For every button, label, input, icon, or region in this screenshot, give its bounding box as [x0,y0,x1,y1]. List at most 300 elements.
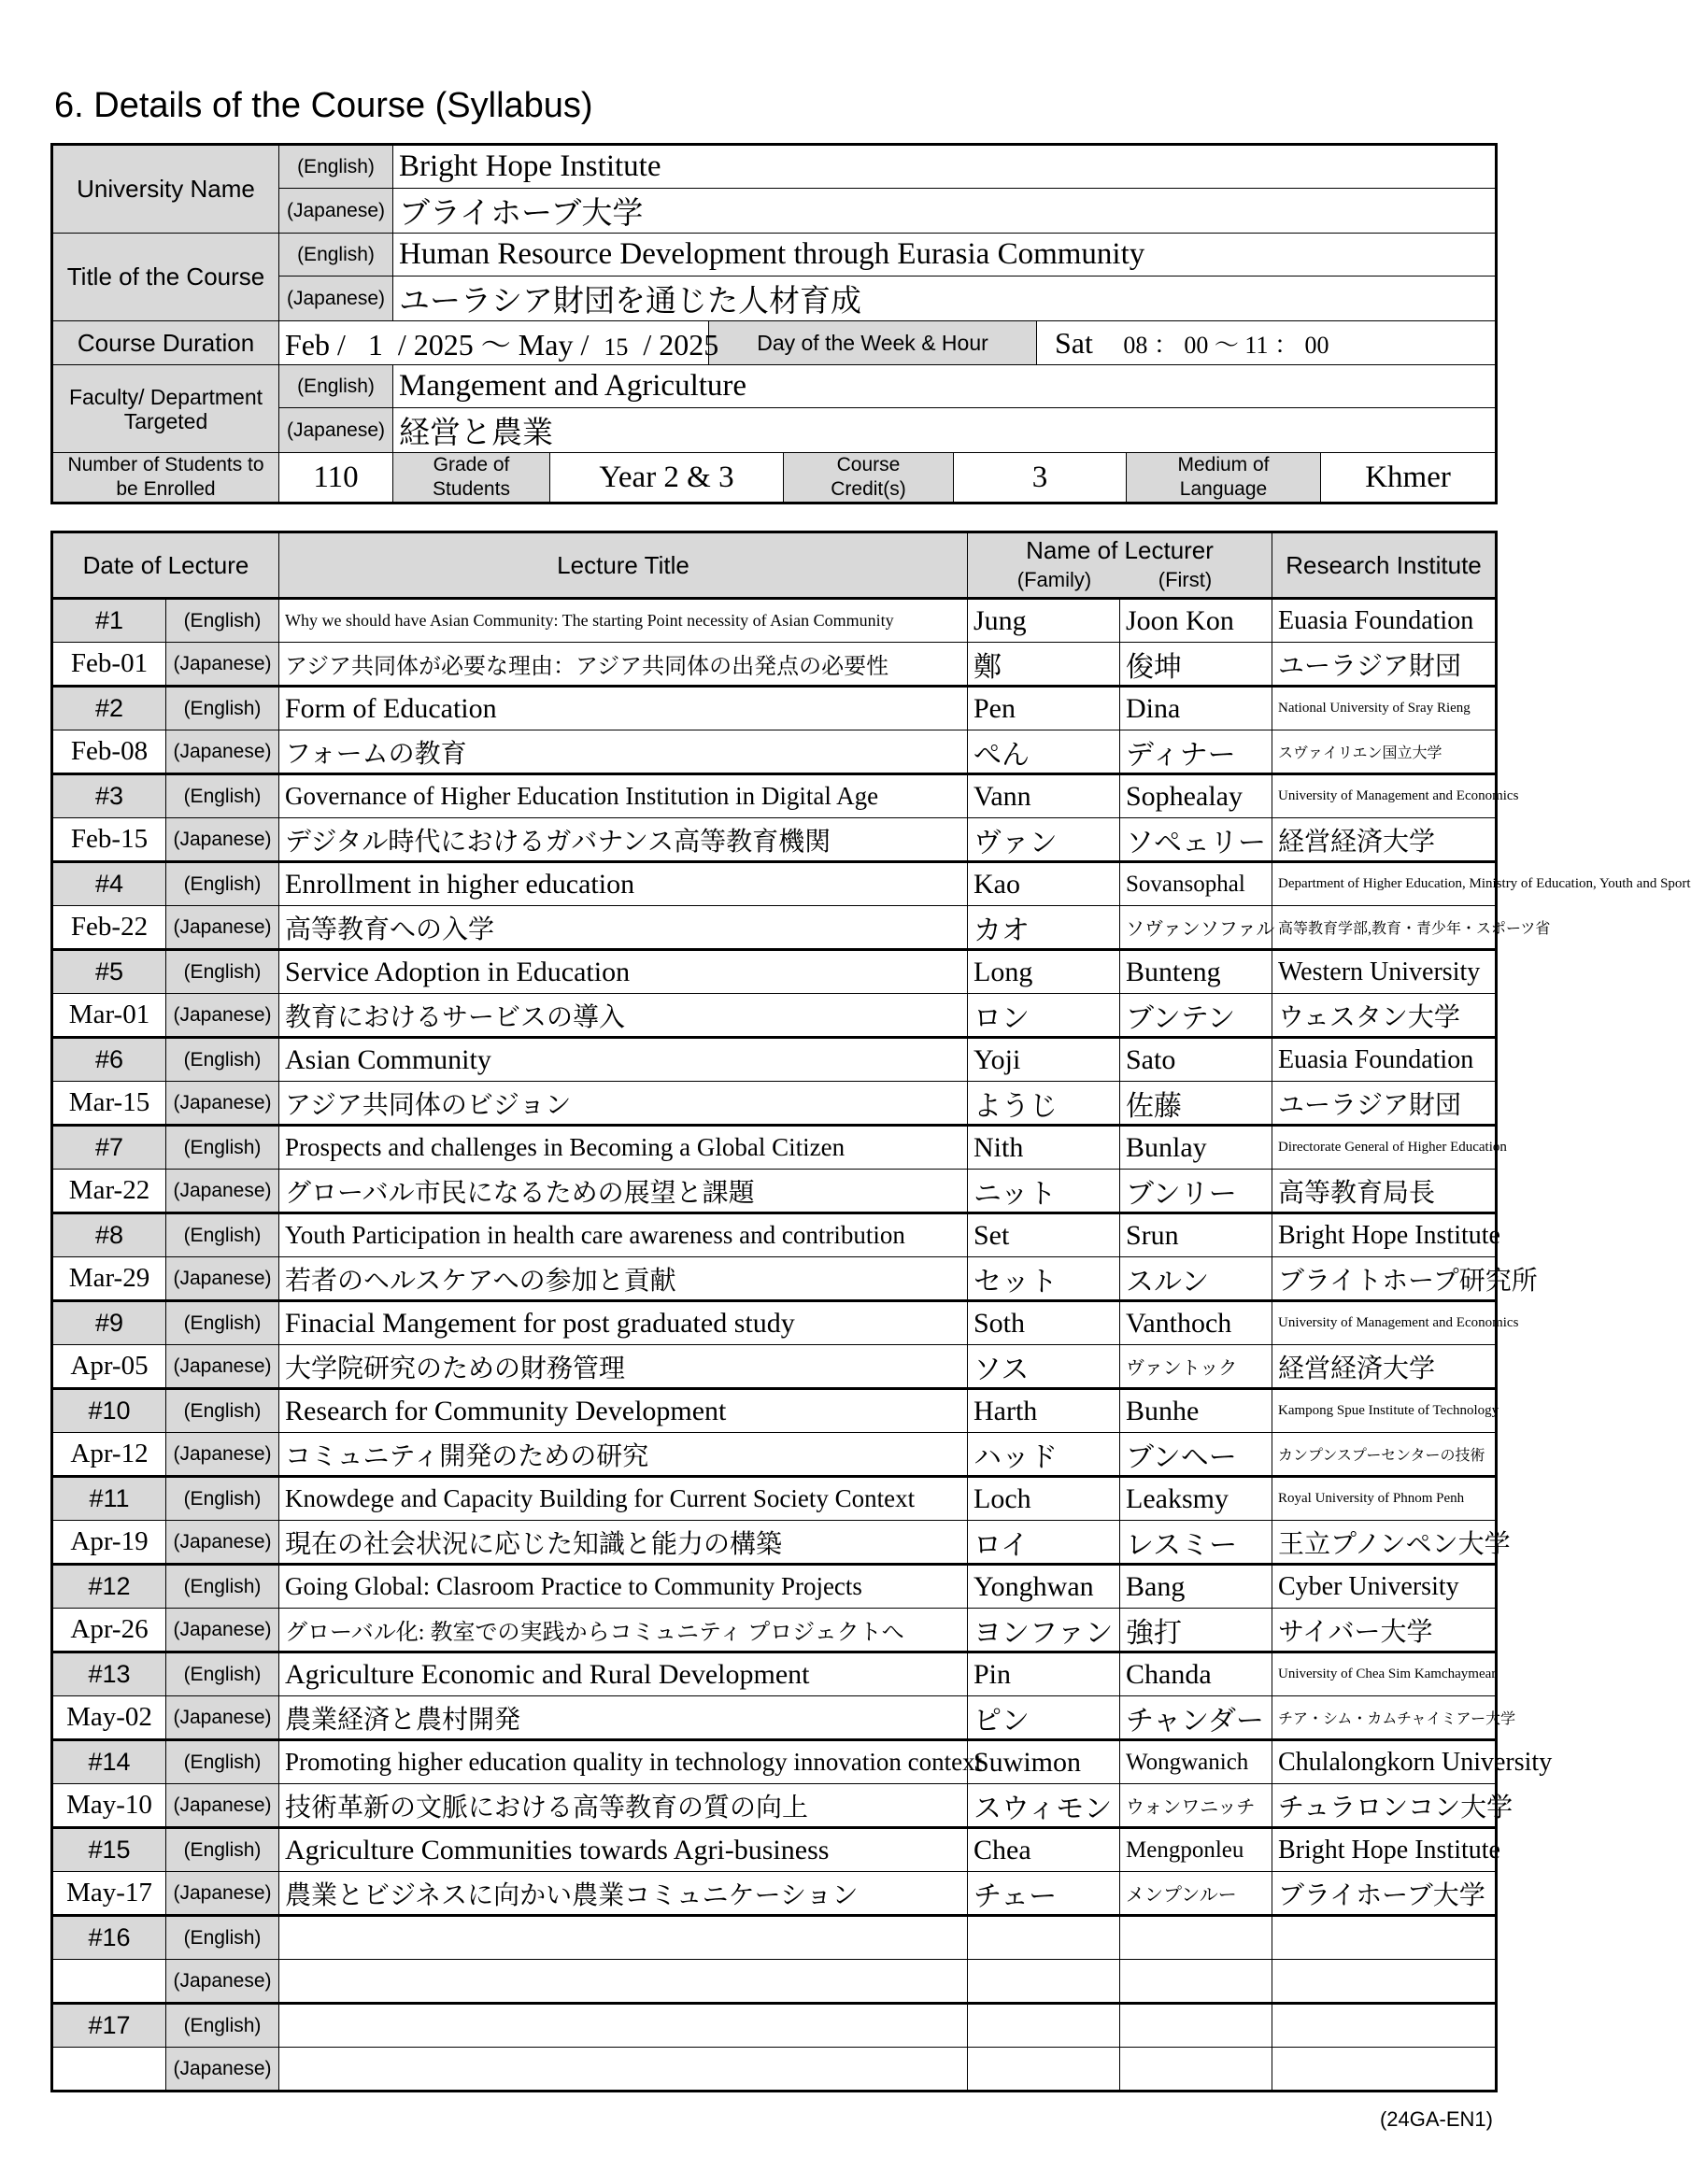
english-tag: (English) [166,1477,279,1521]
lecture-row-english [52,1477,1497,1521]
research-institute-japanese: 王立プノンペン大学 [1272,1521,1497,1565]
lecture-title-japanese: 高等教育への入学 [279,906,968,950]
english-tag: (English) [279,365,393,408]
lecture-date: Feb-15 [52,818,166,862]
lecture-row-english [52,1126,1497,1170]
lecture-title-japanese: 農業とビジネスに向かい農業コミュニケーション [279,1872,968,1916]
lecture-date [52,2048,166,2092]
lecturer-name-header [968,532,1272,599]
lecture-title-japanese: アジア共同体が必要な理由：アジア共同体の出発点の必要性 [279,643,968,687]
university-name-label: University Name [52,145,279,234]
lecture-number: #14 [52,1740,166,1784]
lecture-date: May-02 [52,1696,166,1740]
lecturer-family-name-english: Loch [968,1477,1120,1521]
end-minute: 00 [1304,331,1329,359]
research-institute-japanese [1272,1960,1497,2004]
lecture-title-english: Enrollment in higher education [279,862,968,906]
research-institute-header: Research Institute [1272,532,1497,599]
lecturer-first-name-japanese: ヴァントック [1120,1345,1272,1389]
english-tag: (English) [166,687,279,730]
lecture-number: #8 [52,1213,166,1257]
lecturer-first-name-japanese: 佐藤 [1120,1082,1272,1126]
lecture-title-japanese: 教育におけるサービスの導入 [279,994,968,1038]
university-name-english: Bright Hope Institute [393,145,1497,189]
lecturer-first-name-japanese: レスミー [1120,1521,1272,1565]
lecturer-family-name-japanese: ぺん [968,730,1120,774]
language-value: Khmer [1321,453,1497,503]
start-hour: 08 [1123,331,1148,359]
english-tag: (English) [166,1652,279,1696]
lecture-number: #7 [52,1126,166,1170]
lecture-title-english: Prospects and challenges in Becoming a Global Citizen [279,1126,968,1170]
grade-label-line2: Students [433,478,510,500]
students-enrolled-value: 110 [279,453,393,503]
lecturer-family-name-japanese: ロイ [968,1521,1120,1565]
lecturer-family-name-japanese [968,2048,1120,2092]
lecture-date: Mar-22 [52,1170,166,1213]
english-tag: (English) [166,1301,279,1345]
japanese-tag: (Japanese) [279,277,393,321]
research-institute-english: Bright Hope Institute [1272,1828,1497,1872]
lecturer-family-name-english [968,1916,1120,1960]
lecturer-first-name-english [1120,1916,1272,1960]
lecturer-first-name-japanese: ブンテン [1120,994,1272,1038]
lecturer-first-name-japanese: ウォンワニッチ [1120,1784,1272,1828]
lecture-row-japanese [52,1960,1497,2004]
english-tag: (English) [166,599,279,643]
research-institute-english: Chulalongkorn University [1272,1740,1497,1784]
lecture-date: Apr-26 [52,1609,166,1652]
lecture-row-japanese [52,818,1497,862]
japanese-tag: (Japanese) [166,994,279,1038]
lecturer-first-name-japanese: メンプンルー [1120,1872,1272,1916]
research-institute-japanese: ユーラジア財団 [1272,1082,1497,1126]
lecturer-family-name-english: Set [968,1213,1120,1257]
lecture-row-english [52,950,1497,994]
end-year: 2025 [659,328,719,362]
lecture-date: Feb-22 [52,906,166,950]
course-duration-value [279,321,719,365]
date-of-lecture-header: Date of Lecture [52,532,279,599]
lecture-row-english [52,599,1497,643]
lecture-row-japanese [52,730,1497,774]
slash: / [397,328,406,362]
lecture-number: #13 [52,1652,166,1696]
course-title-english: Human Resource Development through Eurasia Community [393,234,1497,277]
lecture-number: #9 [52,1301,166,1345]
research-institute-english: Royal University of Phnom Penh [1272,1477,1497,1521]
end-hour: 11 [1244,331,1269,359]
course-title-label: Title of the Course [52,234,279,321]
lecture-row-english [52,1389,1497,1433]
research-institute-english: Euasia Foundation [1272,1038,1497,1082]
tilde: ～ [480,328,511,362]
lecturer-first-name-japanese: ディナー [1120,730,1272,774]
lecture-number: #16 [52,1916,166,1960]
lecturer-family-name-english: Nith [968,1126,1120,1170]
lecture-title-japanese: アジア共同体のビジョン [279,1082,968,1126]
start-year: 2025 [413,328,474,362]
lecture-row-english [52,1565,1497,1609]
day-hour-label: Day of the Week & Hour [709,321,1037,365]
lecturer-first-name-english: Bang [1120,1565,1272,1609]
japanese-tag: (Japanese) [166,906,279,950]
tilde: ～ [1214,331,1239,359]
japanese-tag: (Japanese) [166,1345,279,1389]
research-institute-english: Cyber University [1272,1565,1497,1609]
japanese-tag: (Japanese) [166,730,279,774]
students-label-line2: be Enrolled [116,478,216,500]
lecture-title-english: Finacial Mangement for post graduated study [279,1301,968,1345]
lecture-title-english: Form of Education [279,687,968,730]
lecture-date: Apr-05 [52,1345,166,1389]
research-institute-japanese: 経営経済大学 [1272,1345,1497,1389]
grade-label-line1: Grade of [433,454,510,475]
research-institute-english: Directorate General of Higher Education [1272,1126,1497,1170]
lecture-number: #15 [52,1828,166,1872]
lecturer-first-name-english: Vanthoch [1120,1301,1272,1345]
lecture-row-japanese [52,1696,1497,1740]
lecturer-first-name-japanese: ソペェリー [1120,818,1272,862]
lecturer-family-name-japanese: ようじ [968,1082,1120,1126]
japanese-tag: (Japanese) [279,189,393,234]
lecturer-first-name-japanese: 強打 [1120,1609,1272,1652]
slash: / [643,328,652,362]
english-tag: (English) [166,1213,279,1257]
lecture-row-japanese [52,1170,1497,1213]
lecture-title-japanese: フォームの教育 [279,730,968,774]
lecture-date: Mar-01 [52,994,166,1038]
lecture-row-japanese [52,2048,1497,2092]
grade-value: Year 2 & 3 [550,453,784,503]
lecture-title-english: Research for Community Development [279,1389,968,1433]
lecture-row-japanese [52,643,1497,687]
research-institute-japanese: ユーラジア財団 [1272,643,1497,687]
lecturer-first-name-english: Bunhe [1120,1389,1272,1433]
research-institute-japanese: 高等教育局長 [1272,1170,1497,1213]
lecture-title-japanese: グローバル市民になるための展望と課題 [279,1170,968,1213]
lecturer-family-name-japanese: ニット [968,1170,1120,1213]
english-tag: (English) [166,1740,279,1784]
language-label [1127,453,1321,503]
lecture-date: Feb-01 [52,643,166,687]
lecturer-family-name-japanese: ピン [968,1696,1120,1740]
lecture-title-english [279,1916,968,1960]
lecture-title-japanese: デジタル時代におけるガバナンス高等教育機関 [279,818,968,862]
lecture-title-japanese [279,1960,968,2004]
japanese-tag: (Japanese) [166,1609,279,1652]
english-tag: (English) [279,234,393,277]
lecture-date: May-17 [52,1872,166,1916]
slash: / [580,328,590,362]
japanese-tag: (Japanese) [166,643,279,687]
english-tag: (English) [166,862,279,906]
lecturer-first-name-english: Sovansophal [1120,862,1272,906]
english-tag: (English) [166,2004,279,2048]
lecture-date: Mar-29 [52,1257,166,1301]
lecturer-family-name-japanese: 鄭 [968,643,1120,687]
research-institute-english: Kampong Spue Institute of Technology [1272,1389,1497,1433]
lecturer-family-name-english: Soth [968,1301,1120,1345]
lecturer-family-name-english: Pen [968,687,1120,730]
page-title: 6. Details of the Course (Syllabus) [54,86,593,125]
lecturer-first-name-english: Srun [1120,1213,1272,1257]
lecturer-first-name-japanese: 俊坤 [1120,643,1272,687]
lecture-date [52,1960,166,2004]
lecture-schedule-table [50,531,1691,2092]
lecture-row-english [52,862,1497,906]
lecture-row-japanese [52,1433,1497,1477]
lecture-title-english [279,2004,968,2048]
lecturer-first-name-english: Chanda [1120,1652,1272,1696]
lecturer-family-name-english: Pin [968,1652,1120,1696]
lecturer-family-name-japanese: ヨンファン [968,1609,1120,1652]
lecturer-family-name-english: Vann [968,774,1120,818]
english-tag: (English) [279,145,393,189]
japanese-tag: (Japanese) [166,1872,279,1916]
students-enrolled-label [52,453,279,503]
research-institute-english: University of Management and Economics [1272,774,1497,818]
lecturer-family-name-japanese: カオ [968,906,1120,950]
faculty-label-line1: Faculty/ Department [68,384,263,409]
lecture-date: May-10 [52,1784,166,1828]
lecture-number: #2 [52,687,166,730]
lecture-row-japanese [52,1872,1497,1916]
research-institute-japanese: ブライホーブ大学 [1272,1872,1497,1916]
first-name-label: (First) [1158,568,1213,591]
research-institute-japanese: チュラロンコン大学 [1272,1784,1497,1828]
research-institute-english: University of Management and Economics [1272,1301,1497,1345]
lecture-date: Apr-19 [52,1521,166,1565]
english-tag: (English) [166,1828,279,1872]
lecture-title-header: Lecture Title [279,532,968,599]
faculty-label-line2: Targeted [123,408,208,433]
language-label-line2: Language [1179,478,1268,500]
lecturer-first-name-japanese: ブンヘー [1120,1433,1272,1477]
credit-value: 3 [954,453,1127,503]
english-tag: (English) [166,774,279,818]
lecture-row-english [52,1301,1497,1345]
research-institute-english: Department of Higher Education, Ministry of Education, Youth and Sport [1272,862,1497,906]
lecture-row-japanese [52,1521,1497,1565]
lecturer-first-name-english: Bunlay [1120,1126,1272,1170]
japanese-tag: (Japanese) [166,1257,279,1301]
lecture-row-english [52,1916,1497,1960]
lecture-title-english: Service Adoption in Education [279,950,968,994]
english-tag: (English) [166,1565,279,1609]
lecture-date: Apr-12 [52,1433,166,1477]
lecture-number: #17 [52,2004,166,2048]
lecture-row-japanese [52,1257,1497,1301]
lecturer-family-name-japanese: ソス [968,1345,1120,1389]
japanese-tag: (Japanese) [166,1521,279,1565]
research-institute-english [1272,2004,1497,2048]
lecturer-family-name-japanese [968,1960,1120,2004]
lecture-row-english [52,1828,1497,1872]
lecture-title-english: Knowdege and Capacity Building for Current Society Context [279,1477,968,1521]
lecturer-name-label: Name of Lecturer [1026,536,1214,564]
lecture-number: #5 [52,950,166,994]
lecture-title-english: Agriculture Communities towards Agri-business [279,1828,968,1872]
grade-label [393,453,550,503]
lecture-title-japanese: 農業経済と農村開発 [279,1696,968,1740]
lecture-title-english: Why we should have Asian Community: The starting Point necessity of Asian Community [279,599,968,643]
colon: ： [1153,331,1178,359]
lecture-row-english [52,1213,1497,1257]
research-institute-japanese: サイバー大学 [1272,1609,1497,1652]
lecturer-family-name-english [968,2004,1120,2048]
lecture-row-english [52,1740,1497,1784]
lecturer-first-name-english: Dina [1120,687,1272,730]
research-institute-japanese: ブライトホープ研究所 [1272,1257,1497,1301]
japanese-tag: (Japanese) [166,818,279,862]
course-info-table [50,143,1498,504]
lecturer-first-name-japanese: ソヴァンソファル [1120,906,1272,950]
lecturer-family-name-japanese: ハッド [968,1433,1120,1477]
lecturer-first-name-english: Bunteng [1120,950,1272,994]
lecturer-family-name-english: Jung [968,599,1120,643]
research-institute-japanese: ウェスタン大学 [1272,994,1497,1038]
lecture-number: #11 [52,1477,166,1521]
lecturer-first-name-japanese [1120,1960,1272,2004]
lecturer-family-name-japanese: スウィモン [968,1784,1120,1828]
lecture-title-japanese [279,2048,968,2092]
lecture-row-english [52,2004,1497,2048]
lecture-title-japanese: 大学院研究のための財務管理 [279,1345,968,1389]
lecture-number: #6 [52,1038,166,1082]
lecture-title-english: Governance of Higher Education Institution in Digital Age [279,774,968,818]
credit-label-line2: Credit(s) [831,478,906,500]
japanese-tag: (Japanese) [279,408,393,453]
lecture-row-japanese [52,1082,1497,1126]
family-name-label: (Family) [1016,568,1092,591]
lecturer-family-name-japanese: セット [968,1257,1120,1301]
lecturer-first-name-english [1120,2004,1272,2048]
lecture-row-japanese [52,994,1497,1038]
lecture-row-english [52,1652,1497,1696]
research-institute-english: Western University [1272,950,1497,994]
lecturer-first-name-japanese: スルン [1120,1257,1272,1301]
lecture-row-japanese [52,1784,1497,1828]
lecture-row-english [52,687,1497,730]
end-month: May [518,328,574,362]
japanese-tag: (Japanese) [166,2048,279,2092]
research-institute-english: Euasia Foundation [1272,599,1497,643]
japanese-tag: (Japanese) [166,1784,279,1828]
form-code: (24GA-EN1) [1379,2107,1493,2131]
lecture-row-japanese [52,1345,1497,1389]
start-day: 1 [367,328,383,362]
end-day: 15 [604,333,629,361]
lecture-row-japanese [52,906,1497,950]
lecture-title-japanese: 若者のヘルスケアへの参加と貢献 [279,1257,968,1301]
lecture-title-english: Promoting higher education quality in technology innovation context [279,1740,968,1784]
lecturer-first-name-english: Leaksmy [1120,1477,1272,1521]
lecturer-family-name-english: Long [968,950,1120,994]
research-institute-english: National University of Sray Rieng [1272,687,1497,730]
lecturer-first-name-english: Wongwanich [1120,1740,1272,1784]
day-of-week: Sat [1055,325,1093,360]
lecture-title-japanese: グローバル化: 教室での実践からコミュニティ プロジェクトへ [279,1609,968,1652]
lecturer-family-name-english: Harth [968,1389,1120,1433]
english-tag: (English) [166,1916,279,1960]
lecture-title-japanese: 現在の社会状況に応じた知識と能力の構築 [279,1521,968,1565]
lecture-title-english: Asian Community [279,1038,968,1082]
lecturer-family-name-english: Chea [968,1828,1120,1872]
english-tag: (English) [166,1389,279,1433]
credit-label [784,453,954,503]
credit-label-line1: Course [836,454,901,475]
japanese-tag: (Japanese) [166,1960,279,2004]
faculty-label [52,365,279,453]
lecturer-family-name-japanese: チェー [968,1872,1120,1916]
start-minute: 00 [1184,331,1209,359]
japanese-tag: (Japanese) [166,1433,279,1477]
research-institute-japanese [1272,2048,1497,2092]
lecture-number: #1 [52,599,166,643]
faculty-english: Mangement and Agriculture [393,365,1497,408]
start-month: Feb [285,328,330,362]
language-label-line1: Medium of [1177,454,1270,475]
course-duration-label: Course Duration [52,321,279,365]
lecture-title-english: Youth Participation in health care awareness and contribution [279,1213,968,1257]
students-label-line1: Number of Students to [67,454,264,475]
lecture-row-english [52,1038,1497,1082]
lecturer-first-name-japanese: ブンリー [1120,1170,1272,1213]
research-institute-english [1272,1916,1497,1960]
course-title-japanese: ユーラシア財団を通じた人材育成 [393,277,1497,321]
research-institute-japanese: 高等教育学部,教育・青少年・スポーツ省 [1272,906,1497,950]
lecturer-family-name-english: Yoji [968,1038,1120,1082]
colon: ： [1273,331,1299,359]
english-tag: (English) [166,1038,279,1082]
japanese-tag: (Japanese) [166,1082,279,1126]
research-institute-japanese: チア・シム・カムチャイミアー大学 [1272,1696,1497,1740]
slash: / [337,328,346,362]
lecturer-family-name-english: Yonghwan [968,1565,1120,1609]
lecture-number: #4 [52,862,166,906]
lecture-title-english: Going Global: Clasroom Practice to Community Projects [279,1565,968,1609]
lecture-number: #3 [52,774,166,818]
research-institute-japanese: カンプンスプーセンターの技術 [1272,1433,1497,1477]
lecturer-first-name-english: Mengponleu [1120,1828,1272,1872]
japanese-tag: (Japanese) [166,1170,279,1213]
faculty-japanese: 経営と農業 [393,408,1497,453]
english-tag: (English) [166,1126,279,1170]
lecturer-first-name-japanese: チャンダー [1120,1696,1272,1740]
day-hour-value [1037,321,1497,365]
lecturer-first-name-english: Sato [1120,1038,1272,1082]
lecture-title-japanese: 技術革新の文脈における高等教育の質の向上 [279,1784,968,1828]
japanese-tag: (Japanese) [166,1696,279,1740]
lecturer-family-name-english: Kao [968,862,1120,906]
lecture-title-english: Agriculture Economic and Rural Development [279,1652,968,1696]
lecture-date: Mar-15 [52,1082,166,1126]
lecture-date: Feb-08 [52,730,166,774]
english-tag: (English) [166,950,279,994]
lecture-row-english [52,774,1497,818]
university-name-japanese: ブライホーブ大学 [393,189,1497,234]
research-institute-english: University of Chea Sim Kamchaymear [1272,1652,1497,1696]
lecture-row-japanese [52,1609,1497,1652]
lecturer-family-name-japanese: ロン [968,994,1120,1038]
lecturer-first-name-english: Joon Kon [1120,599,1272,643]
lecture-title-japanese: コミュニティ開発のための研究 [279,1433,968,1477]
research-institute-japanese: 経営経済大学 [1272,818,1497,862]
research-institute-english: Bright Hope Institute [1272,1213,1497,1257]
lecture-number: #12 [52,1565,166,1609]
lecturer-family-name-english: Suwimon [968,1740,1120,1784]
